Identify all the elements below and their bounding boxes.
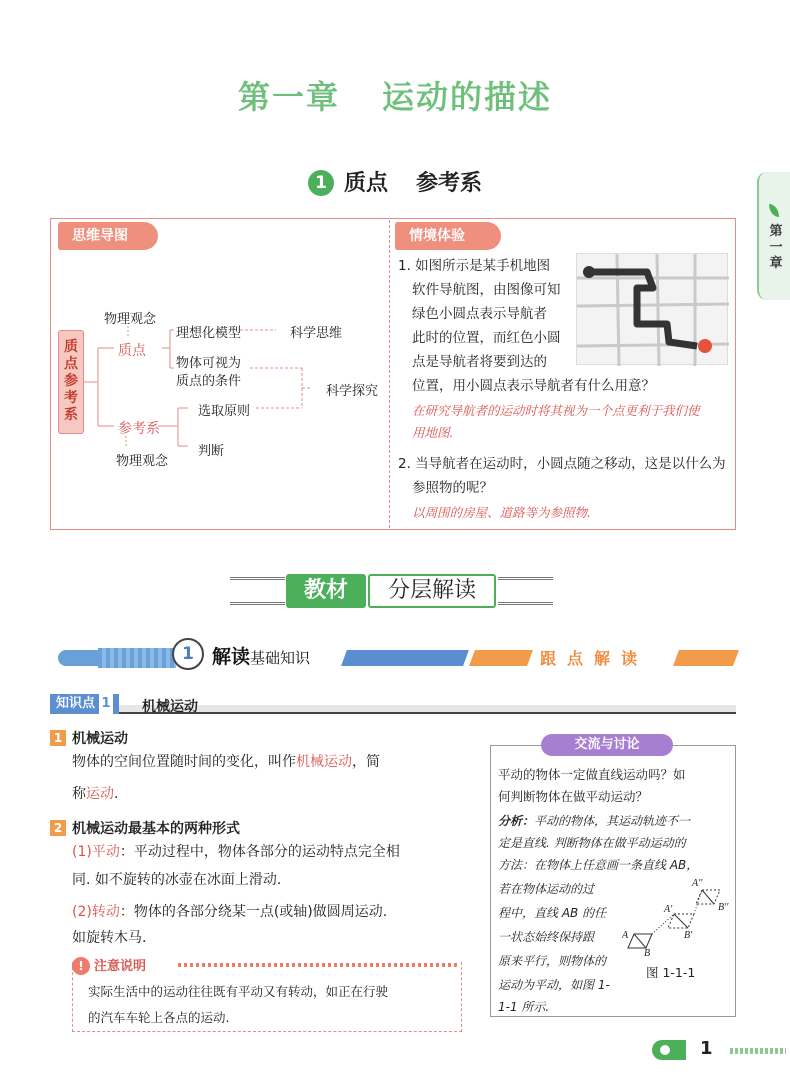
knowledge-point-badge — [50, 694, 119, 714]
banner-layered-reading: 分层解读 — [368, 574, 496, 608]
discussion-heading: 交流与讨论 — [541, 734, 673, 756]
scene-q1-line: 位置，用小圆点表示导航者有什么用意？ — [412, 378, 655, 394]
text: ：平动过程中，物体各部分的运动特点完全相 — [119, 844, 400, 860]
chapter-title — [0, 72, 790, 118]
highlight-term: 转动 — [91, 904, 120, 920]
text: 平动的物体，其运动轨迹不一 — [534, 814, 691, 828]
mm-choose-rule: 选取原则 — [198, 404, 251, 419]
mm-sci-explore: 科学探究 — [326, 384, 379, 399]
scene-a1-line: 用地图. — [412, 425, 454, 440]
map-graphic — [577, 254, 729, 366]
discuss-answer-line: 一状态始终保持跟 — [498, 930, 595, 944]
page-number: 1 — [700, 1038, 713, 1059]
highlight-term: 运动 — [86, 786, 114, 802]
item-prefix: (2) — [72, 904, 92, 920]
note-heading — [72, 955, 146, 975]
subsection-number: 1 — [50, 730, 66, 746]
page-dots-deco — [730, 1048, 786, 1054]
destination-pin — [698, 339, 712, 353]
note-line: 的汽车车轮上各点的运动. — [88, 1010, 230, 1025]
scene-a1 — [412, 400, 734, 444]
figure-caption: 图 1-1-1 — [646, 965, 696, 980]
banner-textbook: 教材 — [286, 574, 366, 608]
chapter-side-tab[interactable] — [757, 172, 790, 300]
scene-q2-line: 2. 当导航者在运动时，小圆点随之移动，这是以什么为 — [398, 456, 726, 472]
mm-ideal-model: 理想化模型 — [176, 326, 242, 341]
fig-label: A' — [664, 904, 673, 915]
mm-condition-1: 物体可视为 — [176, 356, 242, 371]
chapter-label: 第一章 — [237, 78, 340, 116]
mindmap-root: 质点参考系 — [58, 330, 84, 434]
mm-judge: 判断 — [198, 444, 225, 459]
discuss-answer-line: 运动为平动，如图 1- — [498, 978, 610, 992]
subsection-2-title: 机械运动最基本的两种形式 — [72, 821, 240, 837]
scene-q1-line: 绿色小圆点表示导航者 — [412, 306, 547, 322]
text: 物体的空间位置随时间的变化，叫作 — [72, 754, 296, 770]
warning-icon: ! — [72, 957, 90, 975]
item-prefix: (1) — [72, 844, 92, 860]
discuss-answer-line — [498, 810, 690, 832]
s1-line2 — [72, 780, 118, 808]
segment-ab-prime — [674, 914, 688, 928]
text: ，简 — [352, 754, 380, 770]
navigation-map-image — [576, 253, 728, 365]
note-line: 实际生活中的运动往往既有平动又有转动，如正在行驶 — [88, 984, 389, 999]
fig-label: B'' — [718, 902, 729, 913]
reading-title-sub: 基础知识 — [250, 649, 311, 667]
scene-q1-line: 点是导航者将要到达的 — [412, 354, 547, 370]
discuss-question: 平动的物体一定做直线运动吗？如 — [498, 767, 686, 782]
discuss-answer-line: 若在物体运动的过 — [498, 882, 595, 896]
subsection-number: 2 — [50, 820, 66, 836]
mm-concept-top: 物理观念 — [104, 312, 157, 327]
reading-bar-deco — [673, 650, 739, 666]
knowledge-point-title: 机械运动 — [142, 699, 198, 715]
leaf-icon — [769, 204, 779, 217]
fig-label: A'' — [692, 878, 703, 889]
reading-bar-deco — [341, 650, 469, 666]
scene-a2: 以周围的房屋、道路等为参照物. — [412, 505, 591, 520]
mm-ref: 参考系 — [118, 421, 160, 437]
mindmap-badge: 思维导图 — [58, 222, 158, 250]
discuss-answer-line: 1-1 所示. — [498, 1000, 550, 1014]
subsection-1-heading — [50, 728, 128, 748]
scene-q2 — [398, 452, 734, 500]
note-dotted-rule — [178, 963, 460, 967]
chapter-name: 运动的描述 — [382, 78, 553, 116]
p2-line2: 如旋转木马. — [72, 930, 147, 946]
section-title-b: 参考系 — [416, 171, 483, 196]
reading-bar-deco — [469, 650, 533, 666]
answer-label: 分析： — [498, 814, 535, 828]
banner-deco-left — [230, 577, 285, 605]
p1-line1 — [72, 838, 468, 866]
page-tab-dot — [660, 1045, 670, 1055]
section-title-a: 质点 — [343, 171, 388, 196]
banner-deco-right — [498, 577, 553, 605]
section-number: 1 — [308, 170, 334, 196]
discuss-answer-line: 原来平行，则物体的 — [498, 954, 607, 968]
reading-number: 1 — [172, 638, 204, 670]
subsection-1-title: 机械运动 — [72, 731, 128, 747]
segment-ab-double-prime — [702, 890, 714, 904]
highlight-term: 平动 — [91, 844, 120, 860]
text: ：物体的各部分绕某一点(或轴)做圆周运动. — [119, 904, 388, 920]
path-line — [694, 890, 702, 914]
p1-line2: 同. 如不旋转的冰壶在冰面上滑动. — [72, 872, 282, 888]
scene-badge: 情境体验 — [395, 222, 501, 250]
reading-title-main: 解读 — [212, 646, 251, 668]
mm-zhidian: 质点 — [118, 343, 146, 359]
page-tab — [652, 1040, 686, 1060]
scene-q2-line: 参照物的呢？ — [412, 480, 493, 496]
path-line — [652, 914, 674, 934]
segment-ab — [634, 934, 646, 948]
discuss-answer-line: 程中，直线 AB 的任 — [498, 906, 607, 920]
text: . — [114, 786, 119, 802]
reading-title — [212, 642, 310, 669]
mm-concept-bottom: 物理观念 — [116, 454, 169, 469]
text: 称 — [72, 786, 86, 802]
reading-bar-deco — [98, 648, 176, 668]
fig-label: A — [622, 930, 629, 941]
discuss-answer-line: 方法：在物体上任意画一条直线 AB， — [498, 858, 699, 872]
scene-q1-line: 1. 如图所示是某手机地图 — [398, 258, 551, 274]
subsection-2-heading — [50, 818, 240, 838]
section-title — [0, 166, 790, 197]
kp-number: 1 — [99, 694, 113, 714]
side-tab-label: 第一章 — [769, 224, 783, 271]
scene-a1-line: 在研究导航者的运动时将其视为一个点更利于我们使 — [412, 403, 700, 418]
highlight-term: 机械运动 — [296, 754, 352, 770]
discuss-question: 何判断物体在做平动运动？ — [498, 789, 649, 804]
pencil-icon — [58, 650, 98, 666]
discuss-answer-line: 定是直线. 判断物体在做平动运动的 — [498, 836, 686, 850]
follow-point-label: 跟点解读 — [540, 649, 649, 668]
note-title: 注意说明 — [94, 959, 147, 974]
start-dot — [583, 266, 595, 278]
fig-label: B' — [684, 930, 693, 941]
scene-q1-block — [398, 254, 578, 374]
s1-line1 — [72, 748, 468, 776]
figure-parallel-motion — [622, 876, 734, 956]
scene-q1-line: 软件导航图，由图像可知 — [412, 282, 561, 298]
kp-label: 知识点 — [56, 696, 96, 711]
mm-sci-thinking: 科学思维 — [290, 326, 343, 341]
fig-label: B — [644, 948, 651, 956]
mm-condition-2: 质点的条件 — [176, 374, 242, 389]
scene-q1-line: 此时的位置，而红色小圆 — [412, 330, 561, 346]
p2-line1 — [72, 898, 468, 926]
